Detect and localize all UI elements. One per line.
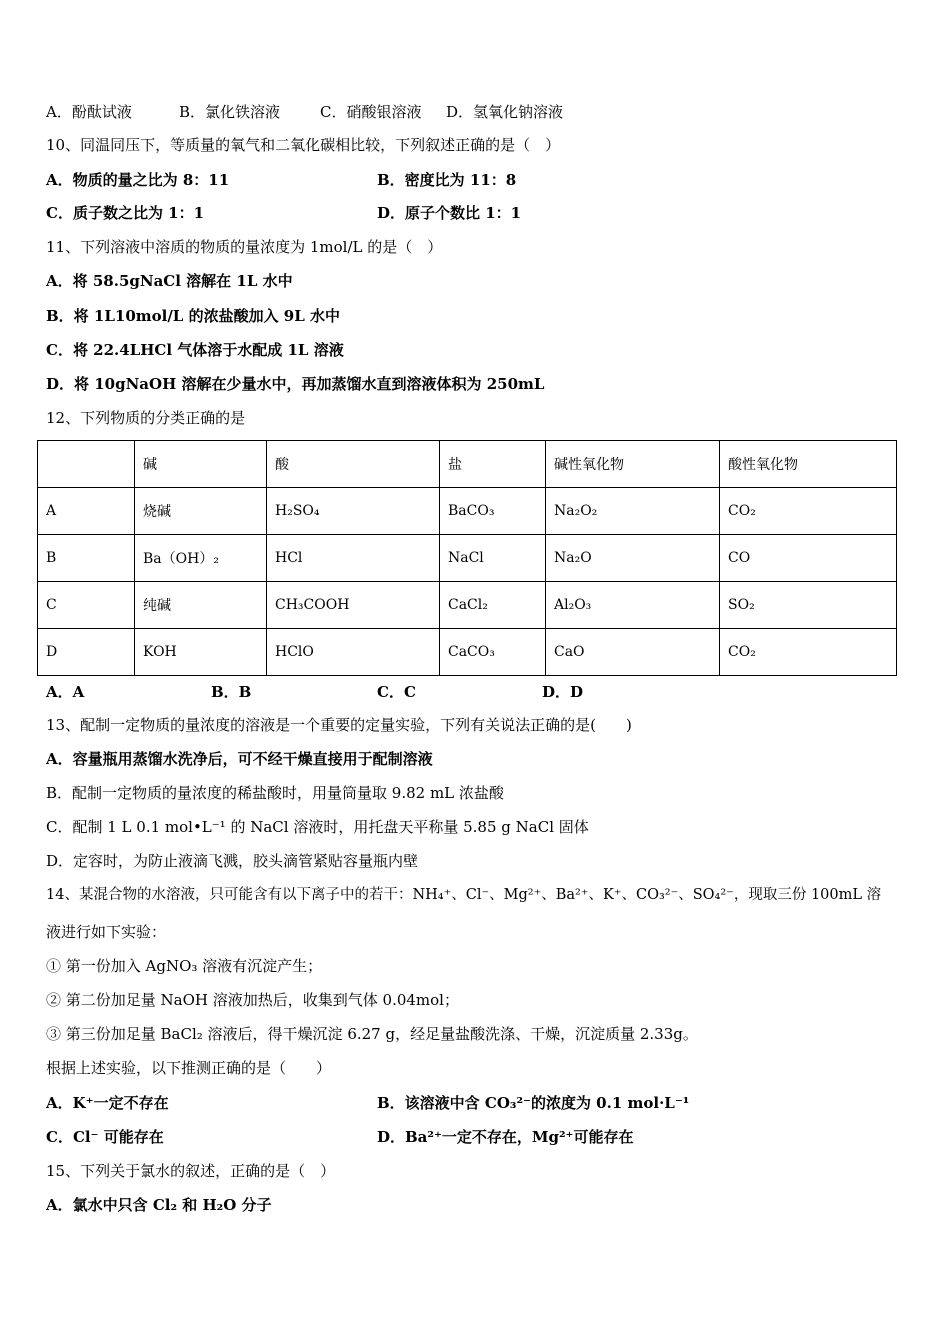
option-d: D．氢氧化钠溶液 (446, 103, 564, 121)
table-cell: CaCl₂ (440, 582, 546, 629)
table-cell: SO₂ (720, 582, 897, 629)
q12-option-a: A．A (46, 683, 85, 701)
table-cell: CaO (546, 629, 720, 676)
q11-option-b: B．将 1L10mol/L 的浓盐酸加入 9L 水中 (46, 307, 341, 325)
q12-option-b: B．B (211, 683, 252, 701)
q13-stem: 13、配制一定物质的量浓度的溶液是一个重要的定量实验，下列有关说法正确的是( ) (46, 716, 632, 734)
table-cell (38, 441, 135, 488)
table-cell: A (38, 488, 135, 535)
table-row (38, 582, 897, 629)
q10-option-c: C．质子数之比为 1：1 (46, 204, 205, 222)
table-cell: 烧碱 (135, 488, 267, 535)
q13-option-d: D．定容时，为防止液滴飞溅，胶头滴管紧贴容量瓶内壁 (46, 852, 419, 870)
q11-option-c: C．将 22.4LHCl 气体溶于水配成 1L 溶液 (46, 341, 344, 359)
table-cell: 纯碱 (135, 582, 267, 629)
table-cell: BaCO₃ (440, 488, 546, 535)
table-cell: CO₂ (720, 488, 897, 535)
q13-option-c: C．配制 1 L 0.1 mol•L⁻¹ 的 NaCl 溶液时，用托盘天平称量 5.85 g NaCl 固体 (46, 818, 589, 836)
q14-question: 根据上述实验，以下推测正确的是（ ） (46, 1059, 332, 1077)
q11-option-d: D．将 10gNaOH 溶解在少量水中，再加蒸馏水直到溶液体积为 250mL (46, 375, 545, 393)
table-cell: HClO (267, 629, 440, 676)
q12-option-c: C．C (377, 683, 416, 701)
table-cell: 酸性氧化物 (720, 441, 897, 488)
q10-option-a: A．物质的量之比为 8：11 (46, 171, 230, 189)
table-header-row (38, 441, 897, 488)
q10-option-d: D．原子个数比 1：1 (377, 204, 522, 222)
q11-option-a: A．将 58.5gNaCl 溶解在 1L 水中 (46, 272, 293, 290)
option-b: B．氯化铁溶液 (179, 103, 281, 121)
q14-option-d: D．Ba²⁺一定不存在，Mg²⁺可能存在 (377, 1128, 634, 1146)
table-cell: CO (720, 535, 897, 582)
q14-stem-line2: 液进行如下实验： (46, 923, 167, 941)
q14-stem-line1: 14、某混合物的水溶液，只可能含有以下离子中的若干：NH₄⁺、Cl⁻、Mg²⁺、Ba²⁺、K⁺、CO₃²⁻、SO₄²⁻，现取三份 100mL 溶 (46, 887, 882, 903)
table-cell: CO₂ (720, 629, 897, 676)
table-cell: 盐 (440, 441, 546, 488)
table-cell: CaCO₃ (440, 629, 546, 676)
table-cell: C (38, 582, 135, 629)
q14-option-b: B．该溶液中含 CO₃²⁻的浓度为 0.1 mol·L⁻¹ (377, 1094, 690, 1112)
table-cell: 碱性氧化物 (546, 441, 720, 488)
table-cell: KOH (135, 629, 267, 676)
table-cell: HCl (267, 535, 440, 582)
q10-option-b: B．密度比为 11：8 (377, 171, 517, 189)
table-row (38, 535, 897, 582)
table-row (38, 488, 897, 535)
q14-step-3: ③ 第三份加足量 BaCl₂ 溶液后，得干燥沉淀 6.27 g，经足量盐酸洗涤、干燥，沉淀质量 2.33g。 (46, 1025, 698, 1043)
q14-option-c: C．Cl⁻ 可能存在 (46, 1128, 164, 1146)
table-cell: CH₃COOH (267, 582, 440, 629)
q13-option-a: A．容量瓶用蒸馏水洗净后，可不经干燥直接用于配制溶液 (46, 750, 433, 768)
q12-stem: 12、下列物质的分类正确的是 (46, 409, 246, 427)
q11-stem: 11、下列溶液中溶质的物质的量浓度为 1mol/L 的是（ ） (46, 238, 443, 256)
table-cell: Al₂O₃ (546, 582, 720, 629)
q14-option-a: A．K⁺一定不存在 (46, 1094, 169, 1112)
table-cell: H₂SO₄ (267, 488, 440, 535)
table-cell: 碱 (135, 441, 267, 488)
q15-option-a: A．氯水中只含 Cl₂ 和 H₂O 分子 (46, 1196, 272, 1214)
q10-stem: 10、同温同压下，等质量的氧气和二氧化碳相比较，下列叙述正确的是（ ） (46, 136, 561, 154)
classification-table (37, 440, 897, 676)
option-a: A．酚酞试液 (46, 103, 132, 121)
table-cell: B (38, 535, 135, 582)
table-row (38, 629, 897, 676)
q14-step-2: ② 第二份加足量 NaOH 溶液加热后，收集到气体 0.04mol； (46, 991, 459, 1009)
q14-step-1: ① 第一份加入 AgNO₃ 溶液有沉淀产生； (46, 957, 323, 975)
table-cell: 酸 (267, 441, 440, 488)
q13-option-b: B．配制一定物质的量浓度的稀盐酸时，用量筒量取 9.82 mL 浓盐酸 (46, 784, 504, 802)
table-cell: Ba（OH）₂ (135, 535, 267, 582)
table-cell: NaCl (440, 535, 546, 582)
option-c: C．硝酸银溶液 (320, 103, 422, 121)
q12-option-d: D．D (542, 683, 584, 701)
q15-stem: 15、下列关于氯水的叙述，正确的是（ ） (46, 1162, 336, 1180)
table-cell: Na₂O₂ (546, 488, 720, 535)
table-cell: Na₂O (546, 535, 720, 582)
table-cell: D (38, 629, 135, 676)
